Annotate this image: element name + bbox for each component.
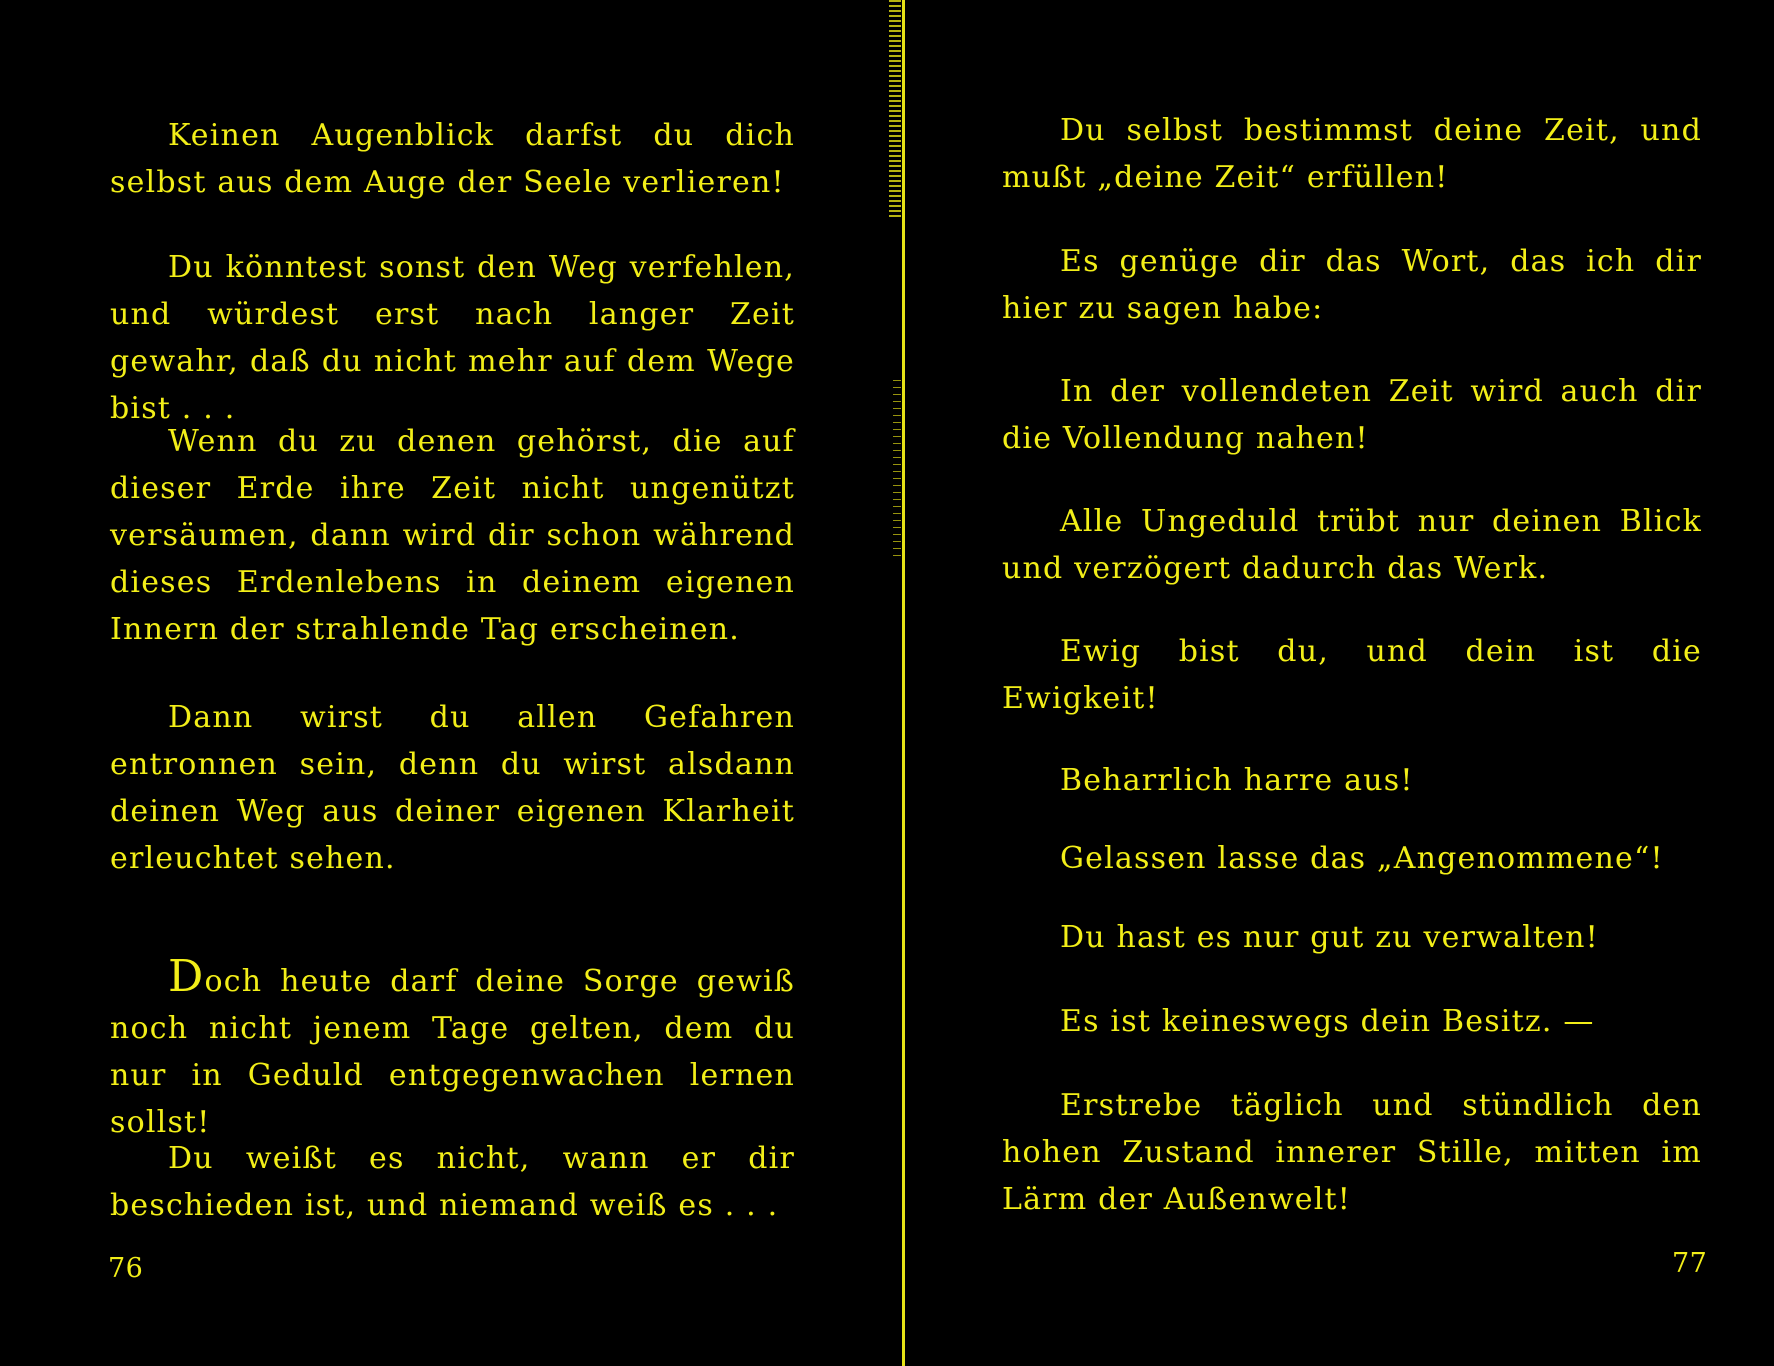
right-paragraph-8: Du hast es nur gut zu verwalten! [1060,920,1599,955]
right-paragraph-2: Es genüge dir das Wort, das ich dir hier zu sagen habe: [1002,244,1702,326]
left-paragraph-4: Dann wirst du allen Gefahren entronnen sein, denn du wirst alsdann deinen Weg aus deiner eigenen Klarheit erleuchtet sehen. [110,700,795,876]
gutter-edge-texture [889,0,901,220]
left-paragraph-5: Doch heute darf deine Sorge gewiß noch nicht jenem Tage gelten, dem du nur in Geduld entgegenwachen lernen sollst! [110,951,795,1140]
right-page [906,0,1774,1366]
left-paragraph-1: Keinen Augenblick darfst du dich selbst aus dem Auge der Seele verlieren! [110,118,795,200]
gutter-edge-texture [893,380,901,560]
left-paragraph-6: Du weißt es nicht, wann er dir beschieden ist, und niemand weiß es . . . [110,1141,795,1223]
page-number-left: 76 [108,1253,144,1284]
right-paragraph-3: In der vollendeten Zeit wird auch dir die Vollendung nahen! [1002,374,1702,456]
page-number-right: 77 [1672,1248,1708,1279]
right-paragraph-7: Gelassen lasse das „Angenommene“! [1060,841,1664,876]
right-paragraph-5: Ewig bist du, und dein ist die Ewigkeit! [1002,634,1702,716]
right-paragraph-4: Alle Ungeduld trübt nur deinen Blick und verzögert dadurch das Werk. [1002,504,1702,586]
gutter-line [902,0,905,1366]
left-paragraph-3: Wenn du zu denen gehörst, die auf dieser Erde ihre Zeit nicht ungenützt versäumen, dann wird dir schon während dieses Erdenlebens in deinem eigenen Innern der strahlende Tag erscheinen. [110,424,795,647]
left-paragraph-2: Du könntest sonst den Weg verfehlen, und würdest erst nach langer Zeit gewahr, daß du nicht mehr auf dem Wege bist . . . [110,250,795,426]
right-paragraph-6: Beharrlich harre aus! [1060,763,1414,798]
right-paragraph-10: Erstrebe täglich und stündlich den hohen Zustand innerer Stille, mitten im Lärm der Außenwelt! [1002,1088,1702,1217]
right-paragraph-9: Es ist keineswegs dein Besitz. — [1060,1004,1595,1039]
right-paragraph-1: Du selbst bestimmst deine Zeit, und mußt „deine Zeit“ erfüllen! [1002,113,1702,195]
